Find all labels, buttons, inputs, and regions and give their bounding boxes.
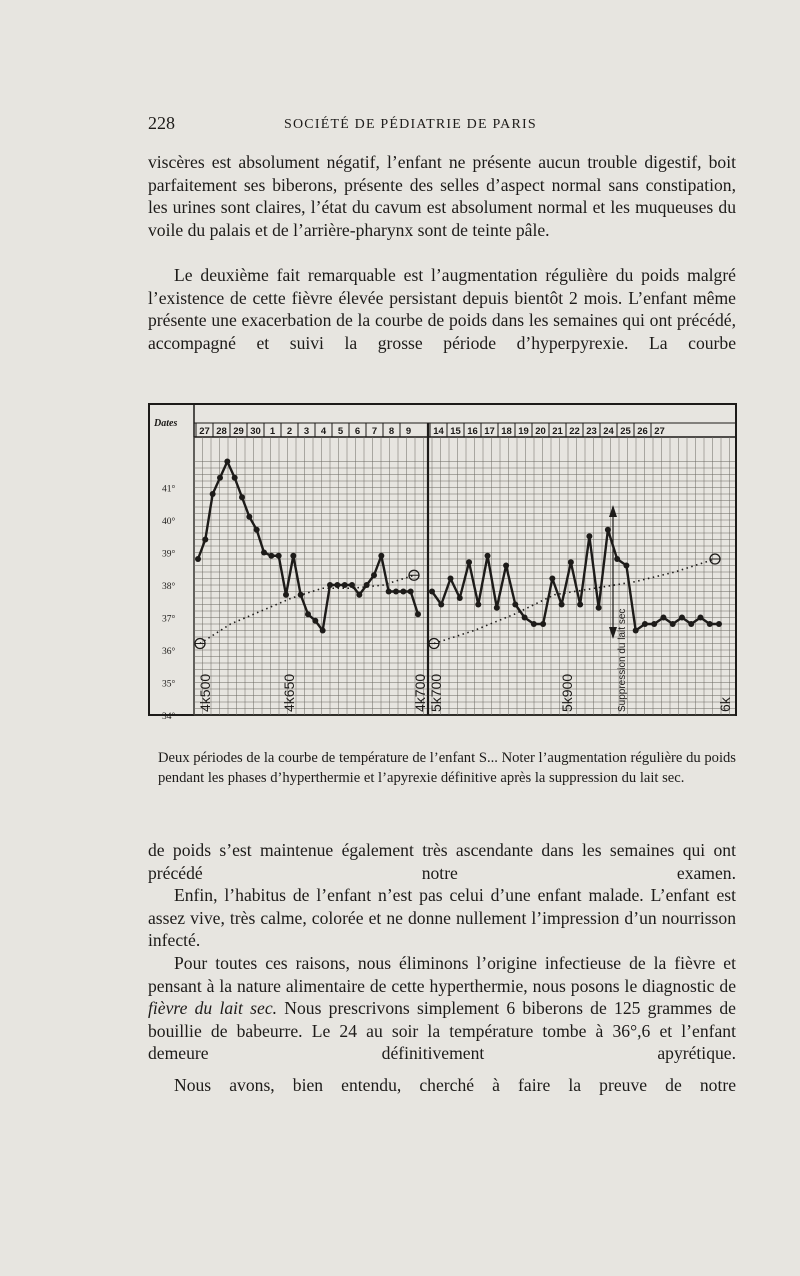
paragraph-6: Nous avons, bien entendu, cherché à faire la preuve de notre [174, 1075, 736, 1095]
temperature-point [679, 615, 685, 621]
y-tick-label: 35° [162, 679, 176, 690]
weight-label: 5k700 [428, 673, 444, 712]
date-label: 7 [371, 426, 378, 437]
y-tick-label: 39° [162, 549, 176, 560]
temperature-point [342, 582, 348, 588]
weight-series-line-2 [434, 559, 715, 644]
temperature-point [614, 556, 620, 562]
weight-label: 4k700 [412, 673, 428, 712]
temperature-point [623, 563, 629, 569]
date-label: 19 [518, 426, 529, 437]
date-label: 6 [354, 426, 361, 437]
paragraph-2: Le deuxième fait remarquable est l’augmentation régulière du poids malgré l’existence de cette fièvre élevée persistant depuis bientôt 2 mois. L’enfant même présente une exacerbation de la courbe de poids dans les semaines qui ont précédé, accompagné et suivi la grosse période d’hyperpyrexie. La courbe [148, 265, 736, 353]
date-label: 20 [535, 426, 546, 437]
y-tick-label: 37° [162, 614, 176, 625]
temperature-point [290, 553, 296, 559]
temperature-point [393, 589, 399, 595]
date-label: 3 [303, 426, 310, 437]
temperature-point [356, 592, 362, 598]
temperature-point [586, 533, 592, 539]
temperature-point [195, 556, 201, 562]
temperature-point [559, 602, 565, 608]
temperature-point [494, 605, 500, 611]
date-label: 23 [586, 426, 597, 437]
paragraph-5-emphasis: fièvre du lait sec. [148, 998, 278, 1019]
date-label: 27 [199, 426, 210, 437]
date-label: 21 [552, 426, 563, 437]
temperature-point [466, 559, 472, 565]
date-label: 4 [320, 426, 327, 437]
temperature-point [334, 582, 340, 588]
temperature-point [276, 553, 282, 559]
temperature-point [261, 550, 267, 556]
temperature-point [457, 595, 463, 601]
temperature-point [475, 602, 481, 608]
date-label: 18 [501, 426, 512, 437]
weight-label: 4k500 [197, 673, 213, 712]
y-tick-label: 40° [162, 517, 176, 527]
temperature-point [485, 553, 491, 559]
temperature-point [312, 618, 318, 624]
temperature-point [254, 527, 260, 533]
temperature-point [217, 475, 223, 481]
temperature-point [448, 576, 454, 582]
temperature-point [210, 491, 216, 497]
paragraph-3: de poids s’est maintenue également très ascendante dans les semaines qui ont précédé notre examen. [148, 840, 736, 883]
figure-caption: Deux périodes de la courbe de température de l’enfant S... Noter l’augmentation régulière du poids pendant les phases d’hyperthermie et l’apyrexie définitive après la suppression du lait sec. [158, 750, 736, 786]
weight-label: 4k650 [281, 673, 297, 712]
paragraph-5-text-a: Pour toutes ces raisons, nous éliminons l’origine infectieuse de la fièvre et pensant à la nature alimentaire de cette hyperthermie, nous posons le diagnostic de [148, 953, 736, 996]
date-label: 16 [467, 426, 478, 437]
paragraph-5 [148, 952, 736, 1065]
temperature-point [429, 589, 435, 595]
temperature-point [400, 589, 406, 595]
temperature-point [697, 615, 703, 621]
temperature-point [568, 559, 574, 565]
temperature-point [531, 621, 537, 627]
temperature-point [670, 621, 676, 627]
temperature-point [239, 494, 245, 500]
date-label: 17 [484, 426, 495, 437]
temperature-point [633, 628, 639, 634]
temperature-point [298, 592, 304, 598]
temperature-point [651, 621, 657, 627]
temperature-point [503, 563, 509, 569]
temperature-point [320, 628, 326, 634]
y-tick-label: 34° [162, 712, 176, 719]
date-label: 5 [337, 426, 344, 437]
weight-label: 5k900 [559, 673, 575, 712]
temperature-point [642, 621, 648, 627]
date-label: 8 [388, 426, 395, 437]
temperature-point [386, 589, 392, 595]
date-label: 15 [450, 426, 461, 437]
y-tick-label: 41° [162, 484, 176, 495]
y-tick-label: 36° [162, 647, 176, 657]
temperature-point [707, 621, 713, 627]
temperature-point [232, 475, 238, 481]
paragraph-5-text-b: Nous prescrivons simplement 6 biberons de 125 grammes de bouillie de babeurre. Le 24 au soir la température tombe à 36°,6 et l’enfant demeure définitivement apyrétique. [148, 998, 736, 1064]
date-label: 22 [569, 426, 580, 437]
temperature-point [605, 527, 611, 533]
temperature-point [268, 553, 274, 559]
temperature-point [688, 621, 694, 627]
temperature-point [349, 582, 355, 588]
date-label: 29 [233, 426, 244, 437]
temperature-point [327, 582, 333, 588]
temperature-point [512, 602, 518, 608]
paragraph-4: Enfin, l’habitus de l’enfant n’est pas celui d’une enfant malade. L’enfant est assez vive, très calme, colorée et ne donne nullement l’impression d’un nourrisson infecté. [148, 885, 736, 951]
date-label: 24 [603, 426, 614, 437]
temperature-point [305, 611, 311, 617]
temperature-point [202, 537, 208, 543]
temperature-point [415, 611, 421, 617]
date-label: 2 [286, 426, 293, 437]
temperature-chart [148, 403, 738, 719]
temperature-point [371, 572, 377, 578]
temperature-point [283, 592, 289, 598]
temperature-point [246, 514, 252, 520]
chart-frame [149, 404, 736, 715]
temperature-point [540, 621, 546, 627]
temperature-point [224, 459, 230, 465]
temperature-point [522, 615, 528, 621]
date-label: 25 [620, 426, 631, 437]
temperature-point [378, 553, 384, 559]
temperature-point [408, 589, 414, 595]
annotation-label: Suppression du lait sec [617, 608, 628, 712]
temperature-point [596, 605, 602, 611]
temperature-point [577, 602, 583, 608]
date-label: 1 [269, 426, 276, 437]
temperature-point [549, 576, 555, 582]
date-label: 14 [433, 426, 444, 437]
page-number: 228 [148, 113, 175, 133]
date-label: 9 [405, 426, 412, 437]
temperature-series-line-2 [432, 530, 719, 631]
date-label: 28 [216, 426, 227, 437]
weight-label: 6k [717, 697, 733, 712]
date-label: 30 [250, 426, 261, 437]
chart-corner-label: Dates [154, 418, 178, 429]
y-tick-label: 38° [162, 582, 176, 592]
date-label: 26 [637, 426, 648, 437]
date-label: 27 [654, 426, 665, 437]
page-header [148, 113, 736, 137]
running-head: SOCIÉTÉ DE PÉDIATRIE DE PARIS [284, 117, 537, 132]
temperature-point [660, 615, 666, 621]
paragraph-1: viscères est absolument négatif, l’enfant ne présente aucun trouble digestif, boit parfaitement ses biberons, présente des selles d’aspect normal sans constipation, les urines sont claires, l’état du cavum est absolument normal et les muqueuses du voile du palais et de l’arrière-pharynx sont de teinte pâle. [148, 152, 736, 240]
temperature-point [716, 621, 722, 627]
temperature-point [438, 602, 444, 608]
